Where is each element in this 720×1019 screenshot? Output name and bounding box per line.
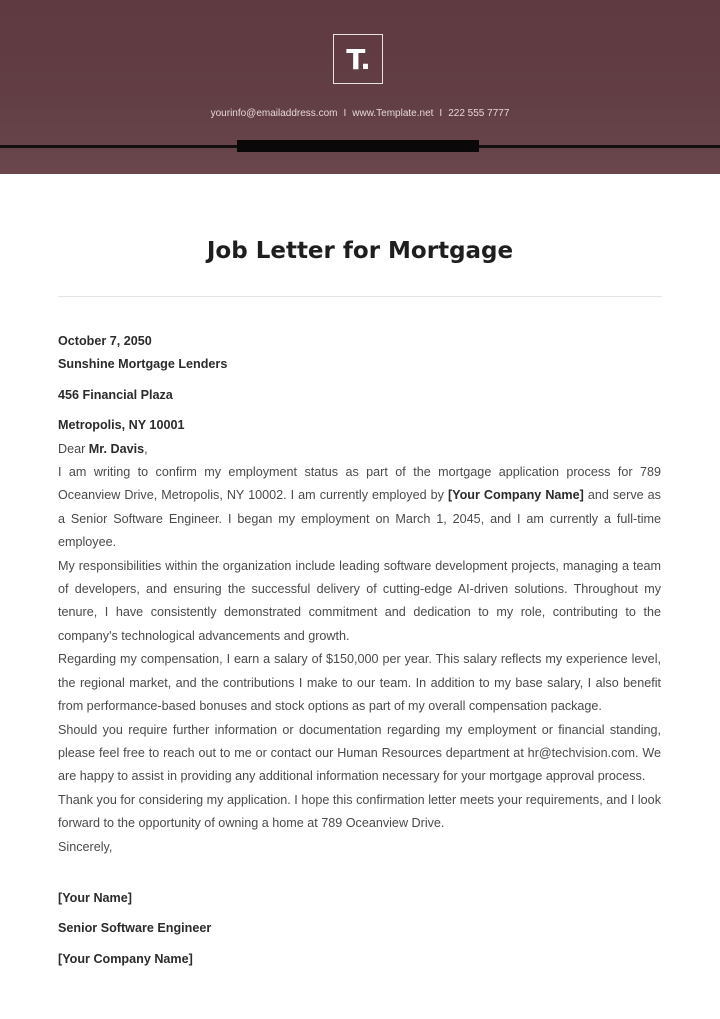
salutation: [58, 438, 661, 461]
employer-name-placeholder: [Your Company Name]: [447, 488, 584, 503]
signature-name: [Your Name]: [58, 890, 132, 905]
signature-title: Senior Software Engineer: [58, 921, 212, 936]
salutation-suffix: ,: [144, 441, 148, 456]
salutation-name: Mr. Davis: [88, 441, 145, 456]
logo-letter: T.: [346, 42, 370, 76]
recipient-company: Sunshine Mortgage Lenders: [58, 357, 228, 372]
contact-website[interactable]: www.Template.net: [352, 108, 434, 119]
letter-body: [58, 330, 661, 971]
contact-phone: 222 555 7777: [448, 108, 510, 119]
contact-separator: I: [343, 108, 347, 119]
company-logo: [333, 34, 383, 84]
recipient-address-line2: Metropolis, NY 10001: [58, 418, 185, 433]
closing: Sincerely,: [58, 839, 113, 854]
paragraph-contact: Should you require further information or documentation regarding my employment or financial standing, please feel free to reach out to me or contact our Human Resources department at hr@techvision.com. We are happy to assist in providing any additional information necessary for your mortgage approval process.: [58, 722, 661, 784]
recipient-address-line1: 456 Financial Plaza: [58, 387, 173, 402]
contact-email[interactable]: yourinfo@emailaddress.com: [210, 108, 338, 119]
paragraph-compensation: Regarding my compensation, I earn a salary of $150,000 per year. This salary reflects my experience level, the regional market, and the contributions I make to our team. In addition to my base salary, I also benefit from performance-based bonuses and stock options as part of my overall compensation package.: [58, 652, 661, 714]
paragraph-employment: [58, 461, 661, 555]
paragraph-employment-part2: and serve as a Senior Software Engineer. I began my employment on March 1, 2045, and I am currently a full-time employee.: [58, 488, 661, 550]
paragraph-employment-part1: I am writing to confirm my employment status as part of the mortgage application process for 789 Oceanview Drive, Metropolis, NY 10002. I am currently employed by: [58, 465, 661, 503]
contact-separator: I: [439, 108, 443, 119]
paragraph-responsibilities: My responsibilities within the organization include leading software development projects, managing a team of developers, and ensuring the successful delivery of cutting-edge AI-driven solutions. Throughout my tenure, I have consistently demonstrated commitment and dedication to my role, contributing to the company's technological advancements and growth.: [58, 558, 661, 643]
title-divider: [58, 296, 662, 297]
document-title: Job Letter for Mortgage: [206, 238, 514, 264]
contact-line: [0, 108, 720, 119]
letter-date: October 7, 2050: [58, 334, 152, 348]
header-rule-thick: [237, 140, 479, 152]
salutation-prefix: Dear: [58, 441, 89, 456]
paragraph-thanks: Thank you for considering my application. I hope this confirmation letter meets your requirements, and I look forward to the opportunity of owning a home at 789 Oceanview Drive.: [58, 792, 661, 831]
signature-company: [Your Company Name]: [58, 951, 193, 966]
letterhead-band: [0, 0, 720, 174]
